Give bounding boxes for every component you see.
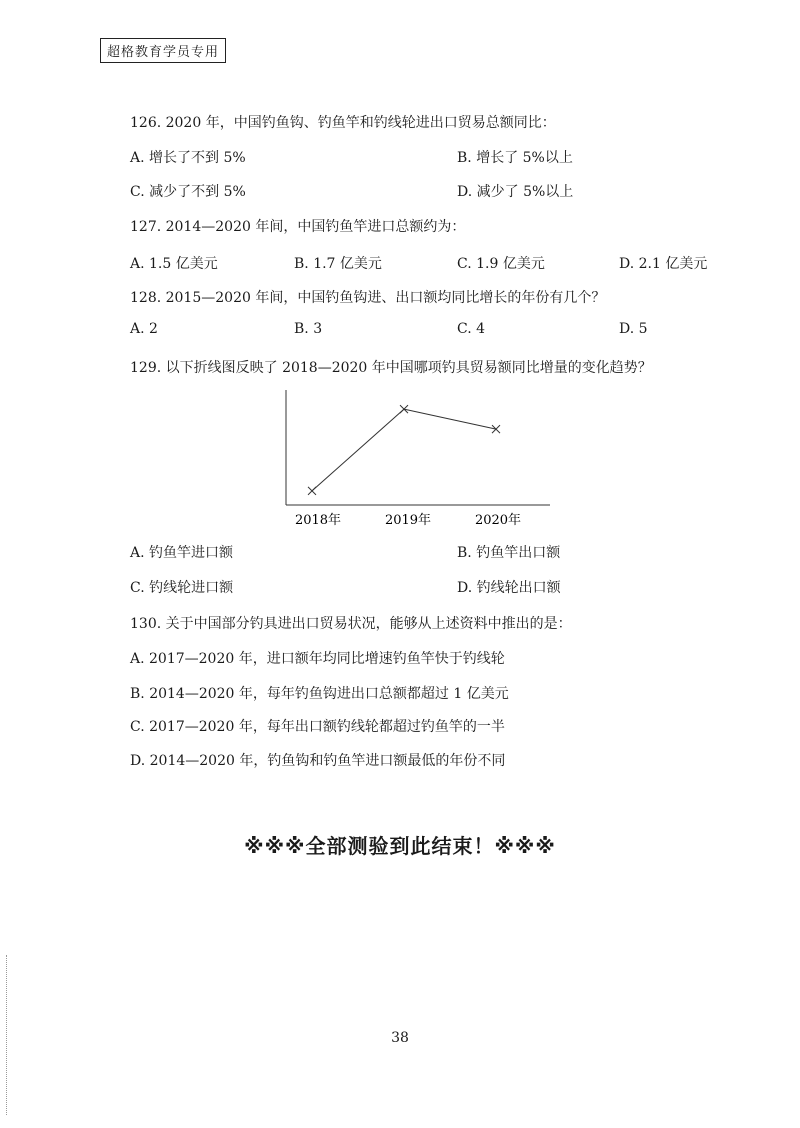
q130-option-d[interactable]: D. 2014—2020 年，钓鱼钩和钓鱼竿进口额最低的年份不同 [130,753,506,769]
chart-point-2019年 [400,405,408,413]
scan-edge-artifact [6,955,8,1115]
q130-option-c[interactable]: C. 2017—2020 年，每年出口额钓线轮都超过钓鱼竿的一半 [130,719,505,735]
q128-option-a[interactable]: A. 2 [130,321,158,337]
q130-option-a[interactable]: A. 2017—2020 年，进口额年均同比增速钓鱼竿快于钓线轮 [130,651,505,667]
chart-point-2018年 [308,487,316,495]
q127-option-d[interactable]: D. 2.1 亿美元 [619,256,708,272]
chart-series-segment-2 [404,409,496,429]
trend-line-chart [260,388,560,533]
question-130-stem: 130. 关于中国部分钓具进出口贸易状况，能够从上述资料中推出的是： [130,616,572,632]
q126-option-c[interactable]: C. 减少了不到 5% [130,184,246,200]
page-number: 38 [391,1030,409,1046]
q129-option-c[interactable]: C. 钓线轮进口额 [130,580,234,596]
q127-option-b[interactable]: B. 1.7 亿美元 [294,256,382,272]
header-label: 超格教育学员专用 [100,38,226,63]
question-129-stem: 129. 以下折线图反映了 2018—2020 年中国哪项钓具贸易额同比增量的变化趋势？ [130,360,652,376]
q129-option-a[interactable]: A. 钓鱼竿进口额 [130,545,234,561]
chart-tick-label-2018: 2018年 [294,513,342,528]
question-126-stem: 126. 2020 年，中国钓鱼钩、钓鱼竿和钓线轮进出口贸易总额同比： [130,115,556,131]
end-of-test-banner: ※※※全部测验到此结束！※※※ [244,834,556,858]
q127-option-a[interactable]: A. 1.5 亿美元 [130,256,218,272]
chart-tick-label-2019: 2019年 [384,513,432,528]
q130-option-b[interactable]: B. 2014—2020 年，每年钓鱼钩进出口总额都超过 1 亿美元 [130,686,509,702]
q129-option-b[interactable]: B. 钓鱼竿出口额 [457,545,561,561]
chart-point-2020年 [492,425,500,433]
q128-option-c[interactable]: C. 4 [457,321,486,337]
question-127-stem: 127. 2014—2020 年间，中国钓鱼竿进口总额约为： [130,219,466,235]
q127-option-c[interactable]: C. 1.9 亿美元 [457,256,545,272]
q128-option-d[interactable]: D. 5 [619,321,648,337]
q126-option-d[interactable]: D. 减少了 5%以上 [457,184,574,200]
chart-series-segment-1 [312,409,404,491]
q128-option-b[interactable]: B. 3 [294,321,323,337]
question-128-stem: 128. 2015—2020 年间，中国钓鱼钩进、出口额均同比增长的年份有几个？ [130,290,606,306]
q129-option-d[interactable]: D. 钓线轮出口额 [457,580,561,596]
q126-option-b[interactable]: B. 增长了 5%以上 [457,150,573,166]
q126-option-a[interactable]: A. 增长了不到 5% [130,150,246,166]
chart-tick-label-2020: 2020年 [474,513,522,528]
